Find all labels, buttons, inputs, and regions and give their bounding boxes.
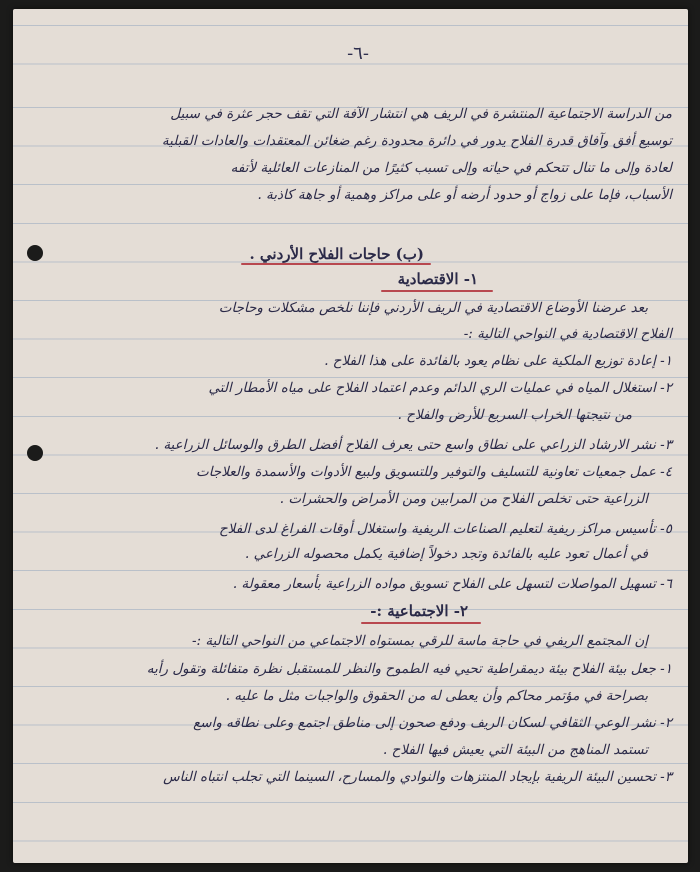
text-line: لعادة وإلى ما تنال تتحكم في حياته وإلى تسبب كثيرًا من المنازعات العائلية لأتفه <box>230 160 672 176</box>
subsection-heading: ٢- الاجتماعية :- <box>370 602 468 620</box>
subsection-heading: ١- الاقتصادية <box>397 270 478 288</box>
list-item: ٣- تحسين البيئة الريفية بإيجاد المنتزهات والنوادي والمسارح، السينما التي تجلب انتباه الناس <box>163 769 672 785</box>
list-item: ٤- عمل جمعيات تعاونية للتسليف والتوفير وللتسويق ولبيع الأدوات والأسمدة والعلاجات <box>196 464 672 480</box>
paper-sheet <box>13 9 688 863</box>
heading-underline <box>241 263 431 265</box>
heading-underline <box>361 622 481 624</box>
paragraph-line: الفلاح الاقتصادية في النواحي التالية :- <box>463 326 672 342</box>
list-item: تستمد المناهج من البيئة التي يعيش فيها الفلاح . <box>383 742 648 758</box>
punch-hole <box>27 245 43 261</box>
punch-hole <box>27 445 43 461</box>
list-item: الزراعية حتى تخلص الفلاح من المرابين ومن الأمراض والحشرات . <box>279 491 648 507</box>
text-line: توسيع أفق وآفاق قدرة الفلاح يدور في دائرة محدودة رغم ضغائن المعتقدات والعادات القبلية <box>161 133 672 149</box>
list-item: ٥- تأسيس مراكز ريفية لتعليم الصناعات الريفية واستغلال أوقات الفراغ لدى الفلاح <box>218 521 672 537</box>
paragraph-line: بعد عرضنا الأوضاع الاقتصادية في الريف الأردني فإننا نلخص مشكلات وحاجات <box>218 300 648 316</box>
list-item: ٢- نشر الوعي الثقافي لسكان الريف ودفع صحون إلى مناطق اجتمع وعلى نطاقه واسع <box>193 715 672 731</box>
list-item: ٢- استغلال المياه في عمليات الري الدائم وعدم اعتماد الفلاح على مياه الأمطار التي <box>208 380 672 396</box>
list-item: من نتيجتها الخراب السريع للأرض والفلاح . <box>397 407 632 423</box>
page-number: -٦- <box>347 43 369 64</box>
paragraph-line: إن المجتمع الريفي في حاجة ماسة للرقي بمستواه الاجتماعي من النواحي التالية :- <box>191 633 648 649</box>
list-item: بصراحة في مؤتمر محاكم وأن يعطى له من الحقوق والواجبات مثل ما عليه . <box>225 688 648 704</box>
list-item: ٦- تسهيل المواصلات لتسهل على الفلاح تسويق مواده الزراعية بأسعار معقولة . <box>232 576 672 592</box>
list-item: في أعمال تعود عليه بالفائدة وتجد دخولاً إضافية يكمل محصوله الزراعي . <box>245 546 648 562</box>
list-item: ٣- نشر الارشاد الزراعي على نطاق واسع حتى يعرف الفلاح أفضل الطرق والوسائل الزراعية . <box>154 437 672 453</box>
list-item: ١- إعادة توزيع الملكية على نظام يعود بالفائدة على هذا الفلاح . <box>324 353 672 369</box>
text-line: من الدراسة الاجتماعية المنتشرة في الريف هي انتشار الآفة التي تقف حجر عثرة في سبيل <box>170 106 672 122</box>
text-line: الأسباب، فإما على زواج أو حدود أرضه أو على مراكز وهمية أو جاهة كاذبة . <box>257 187 672 203</box>
list-item: ١- جعل بيئة الفلاح بيئة ديمقراطية تحيي فيه الطموح والنظر للمستقبل نظرة متفائلة وتقول رأيه <box>146 661 672 677</box>
section-heading: (ب) حاجات الفلاح الأردني . <box>249 245 424 263</box>
heading-underline <box>381 290 493 292</box>
